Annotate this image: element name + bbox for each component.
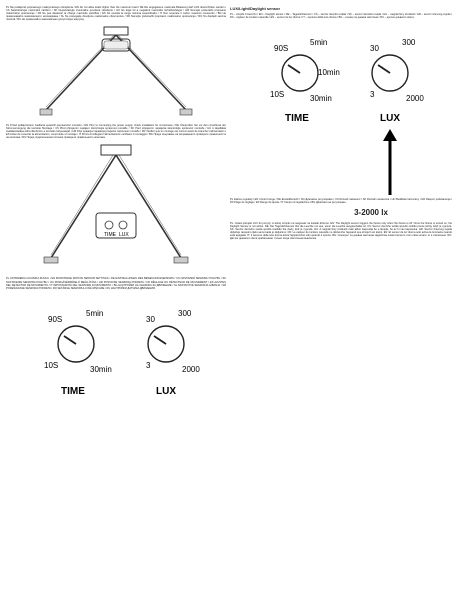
time-label-top: TIME <box>285 113 309 125</box>
tick-time-90s: 90S <box>48 314 63 324</box>
section-heading: LUX/Light/Daylight sensor <box>230 6 281 11</box>
tick-time-30min: 30min <box>90 364 112 374</box>
tick-lux-3-top: 3 <box>370 90 375 100</box>
time-dial-bottom <box>44 309 112 397</box>
dial-diagram-top <box>230 23 452 198</box>
tick-time-30min-top: 30min <box>310 94 332 104</box>
lux-label-bottom: LUX <box>156 385 176 397</box>
warning-text: PL Nie podłączać poprawnego maksymalnego obciążenia / EN Do not allow loads higher than the maximum load / DE Die angegebene maximale Belastung darf nicht überschritten werden / CS Nepřekračujte maximální zatížení / SK Neprekračujte maximálne povolené zaťaženie / HU Ne lépje túl a megadott maximális terhelhetőséget / HR Nemojte prekoračiti propisano maksimalno opterećenje / FR Ne pas dépasser la charge maximale spécifiée / ES No exceda la carga máxima especificada / IT Non superare il carico massimo consentito / BG Не превишавайте максималното натоварване / SL Ne presegajte dovoljene maksimalne obremenitve / SR Nemojte prekoračiti propisano maksimalno opterećenje / RO Nu depășiți sarcina maximă / RU Не превышайте максимально допустимую нагрузку. <box>6 6 226 22</box>
right-column <box>230 6 452 244</box>
installation-text: PL Przed podłączeniem zasilania sprawdź poprawność montażu / EN Prior to connecting the power supply, check installation for correctness / DE Überprüfen Sie vor dem Anschluss der Stromversorgung die korrekte Montage / CS Před připojením napájení zkontrolujte správnost montáže / SK Pred pripojením napájania skontrolujte správnosť montáže / HU A tápellátás csatlakoztatása előtt ellenőrizze a szerelés helyességét / HR Prije spajanja napajanja provjerite ispravnost montaže / FR Vérifiez que le montage est correct avant de brancher l'alimentation / ES Antes de conectar la alimentación, compruebe el montaje / IT Prima di collegare l'alimentazione verificare il montaggio / BG Преди свързване на захранването проверете правилността на монтажа / RU Перед подключением питания проверьте правильность монтажа. <box>6 124 226 140</box>
mounting-bracket-illustration <box>6 25 226 120</box>
tick-lux-300: 300 <box>178 308 192 318</box>
tick-lux-300-top: 300 <box>402 38 416 48</box>
tick-time-10s-top: 10S <box>270 90 285 100</box>
lux-label-top: LUX <box>380 113 400 125</box>
tick-lux-2000: 2000 <box>182 364 200 374</box>
control-range-caption: PL Zakres regulacji / EN Control range / DE Einstellbereich / RU Диапазон регулировки / CS Rozsah nastavení / SK Rozsah nastavenia / HU Beállítási tartomány / HR Raspon podešavanja / FR Plage de réglage / ES Rango de ajuste / IT Campo di regolazione / BG Диапазон на регулиране. <box>230 198 452 205</box>
tick-time-5min: 5min <box>86 308 104 318</box>
sensor-description-text: PL: Ustaw pokrętło LUX do pozycji, w której czujnik ma reagować na światło dzienne. EN: The Daylight sensor triggers the fixture only when the fixture is off. Once the fixture is turned on, the Daylight Sensor is not active. DE: Der Tageslichtsensor löst die Leuchte nur aus, wenn die Leuchte ausgeschaltet ist. CS: Senzor denního světla spouští svítidlo pouze tehdy, když je vypnuté. SK: Senzor denného svetla spúšťa svietidlo iba vtedy, keď je vypnuté. HU: A nappali fény érzékelő csak akkor kapcsolja be a lámpát, ha az ki van kapcsolva. HR: Senzor dnevnog svjetla uključuje rasvjetno tijelo samo kada je isključeno. FR: Le capteur de lumière naturelle ne déclenche l'appareil que lorsqu'il est éteint. ES: El sensor de luz diurna solo activa la luminaria cuando está apagada. IT: Il sensore della luce diurna attiva l'apparecchio solo quando è spento. BG: Сензорът за дневна светлина задейства осветителното тяло само когато то е изключено. RU: Датчик дневного света срабатывает только когда светильник выключен. <box>230 222 452 241</box>
small-time-label: TIME <box>104 232 116 239</box>
tick-lux-2000-top: 2000 <box>406 94 424 104</box>
lux-dial-bottom <box>146 309 200 397</box>
tick-lux-30-top: 30 <box>370 44 379 54</box>
left-column <box>6 6 226 404</box>
tick-time-90s-top: 90S <box>274 44 289 54</box>
tick-time-10s: 10S <box>44 360 59 370</box>
sensor-position-illustration <box>6 143 226 273</box>
time-dial-top <box>270 38 340 124</box>
small-lux-label: LUX <box>119 232 129 239</box>
tick-time-5min-top: 5min <box>310 38 328 48</box>
tick-lux-3: 3 <box>146 360 151 370</box>
tick-lux-30: 30 <box>146 314 155 324</box>
settings-heading-text: PL USTAWIENIA CZUJNIKA RUCHU / EN MICROWAVE MOTION SENSOR SETTINGS / DE EINSTELLUNGEN DES BEWEGUNGSSENSORS / CS NASTAVENÍ SENZORU POHYBU / SK NASTAVENIE SENZORA POHYBU / HU MOZGÁSÉRZÉKELŐ BEÁLLÍTÁSA / HR POSTAVKE SENZORA POKRETA / FR RÉGLAGE DU DÉTECTEUR DE MOUVEMENT / ES AJUSTES DEL DETECTOR DE MOVIMIENTO / IT IMPOSTAZIONI DEL SENSORE DI MOVIMENTO / BG НАСТРОЙКИ НА СЕНЗОРА ЗА ДВИЖЕНИЕ / SL NASTAVITVE SENZORJA GIBANJA / SR PODEŠAVANJE SENZORA POKRETA / RO SETĂRILE SENZORULUI DE MIȘCARE / RU НАСТРОЙКИ ДАТЧИКА ДВИЖЕНИЯ. <box>6 277 226 290</box>
dial-diagram-bottom <box>6 294 226 404</box>
tick-time-10min-top: 10min <box>318 68 340 78</box>
up-arrow-icon <box>383 129 397 195</box>
sensor-intro-text: PL – czujnik zmierzchu / EN – Daylight sensor / DE – Tageslichtsensor / CS – senzor denního světla / SK – senzor denného svetla / HU – nappali fény érzékelő / HR – senzor dnevnog svjetla / FR – capteur de lumière naturelle / ES – sensor de luz diurna / IT – sensore della luce diurna / BG – сензор за дневна светлина / RU – датчик дневного света. <box>230 13 452 20</box>
time-label-bottom: TIME <box>61 385 85 397</box>
lux-range-value: 3-2000 lx <box>354 208 388 218</box>
lux-dial-top <box>370 38 424 124</box>
